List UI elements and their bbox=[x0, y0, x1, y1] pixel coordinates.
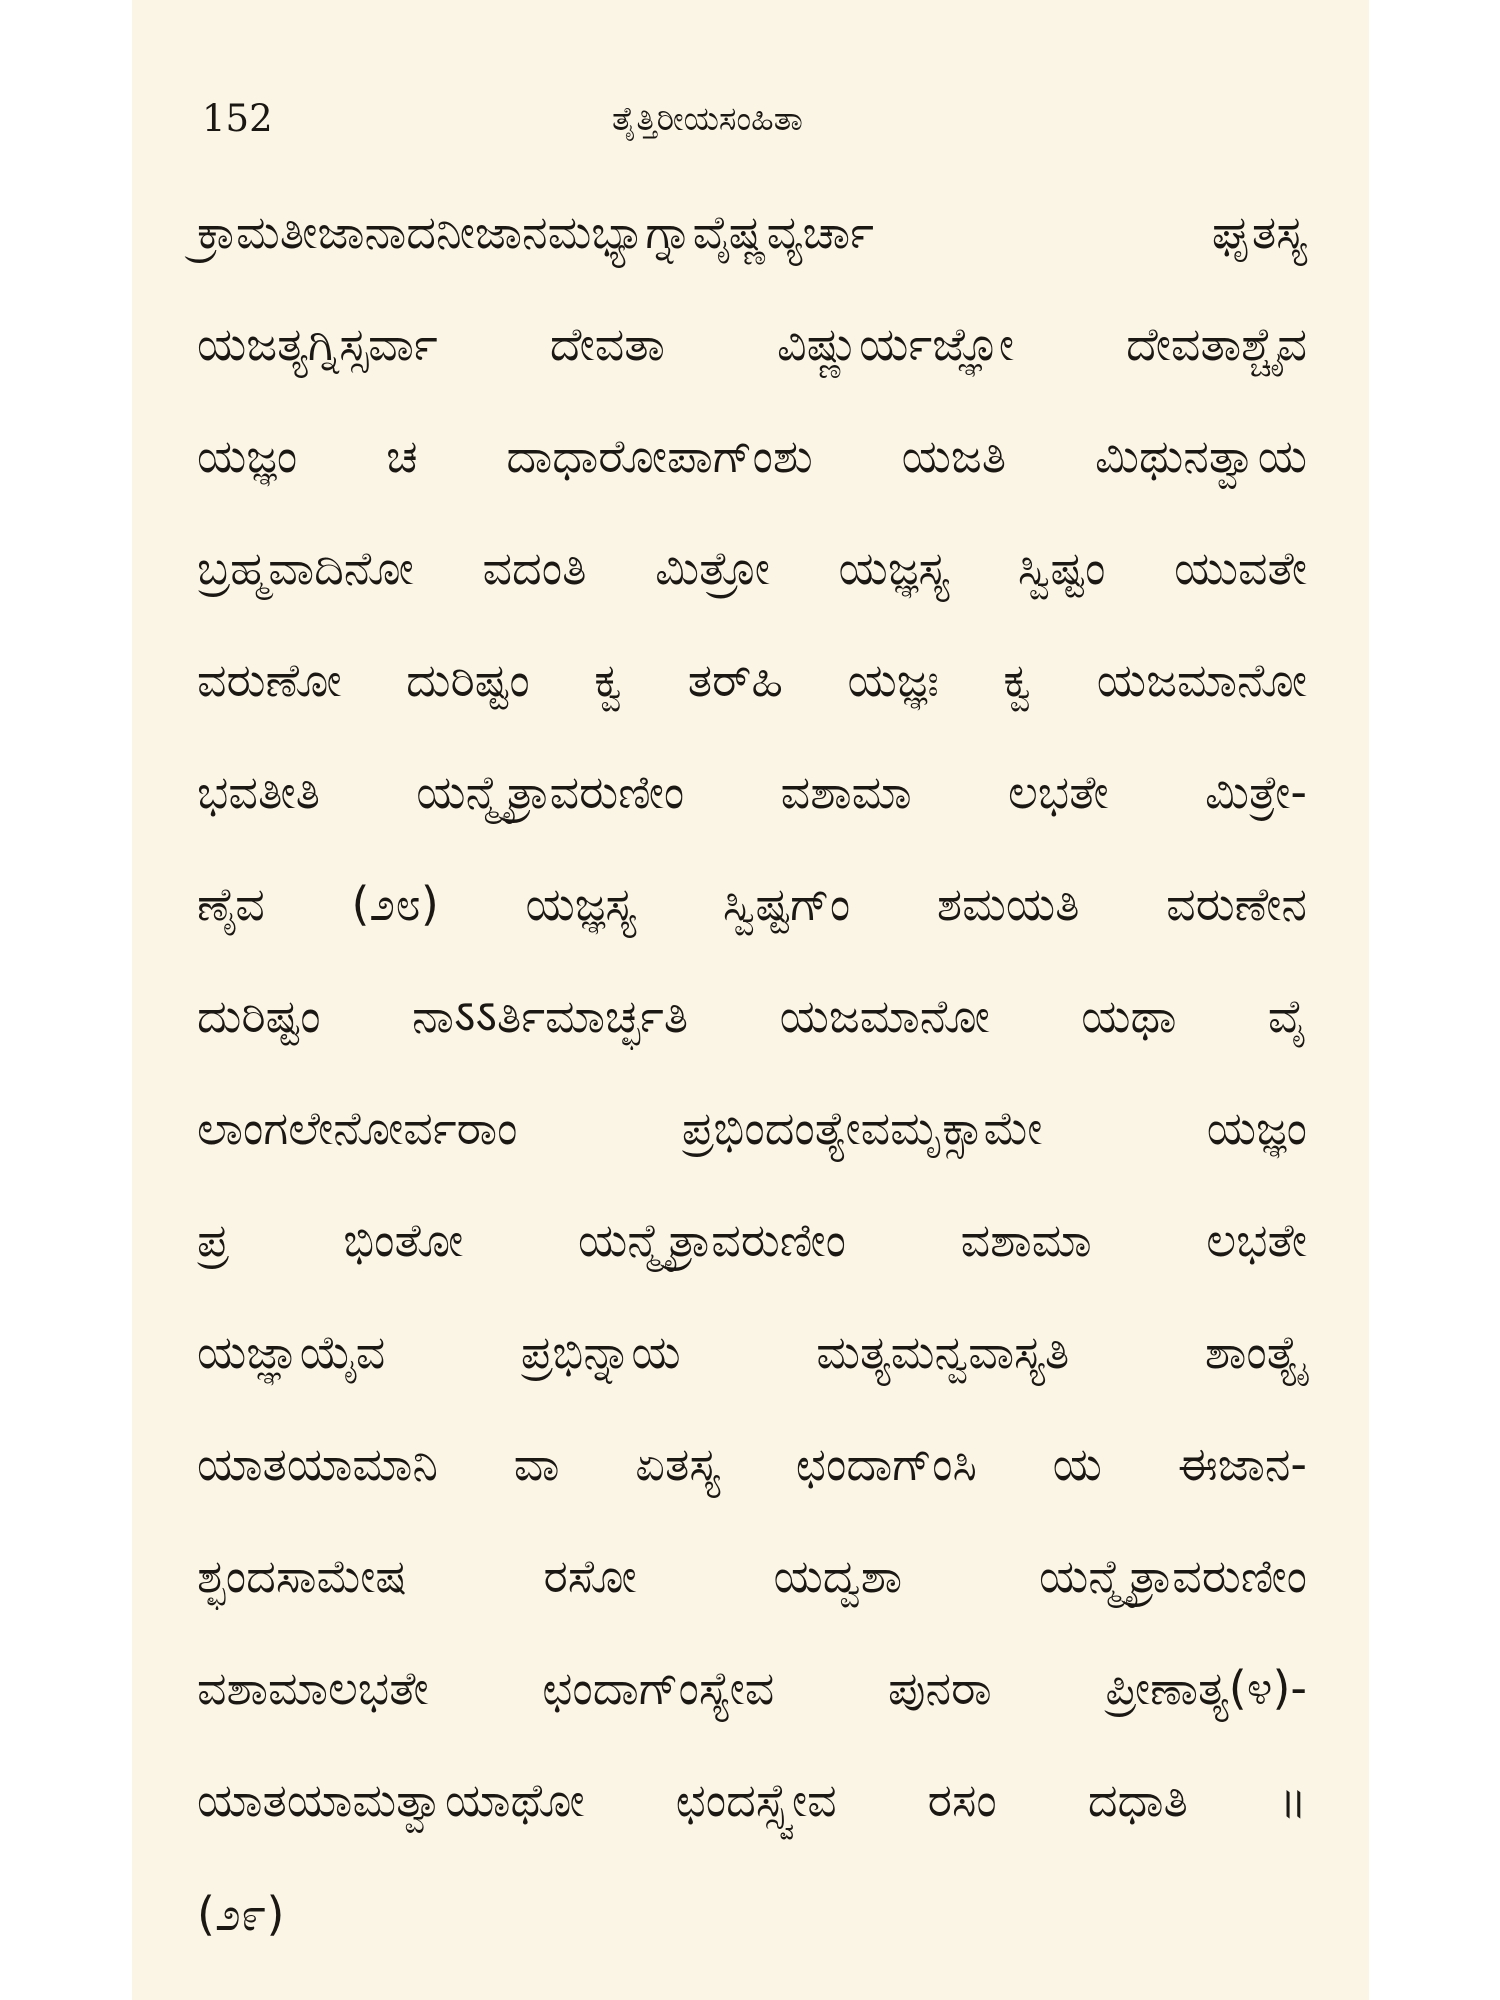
text-line: ದುರಿಷ್ಟಂ ನಾऽऽರ್ತಿಮಾರ್ಚ್ಛತಿ ಯಜಮಾನೋ ಯಥಾ ವೈ bbox=[197, 989, 1307, 1043]
text-line: ವರುಣೋ ದುರಿಷ್ಟಂ ಕ್ವ ತರ್‌ಹಿ ಯಜ್ಞಃ ಕ್ವ ಯಜಮಾನೋ bbox=[197, 653, 1307, 707]
text-line: ಕ್ರಾಮತೀಜಾನಾದನೀಜಾನಮಭ್ಯಾಗ್ನಾವೈಷ್ಣವ್ಯರ್ಚಾ ಘೃತಸ್ಯ bbox=[197, 205, 1307, 259]
text-line: ಲಾಂಗಲೇನೋರ್ವರಾಂ ಪ್ರಭಿಂದಂತ್ಯೇವಮೃಕ್ಸಾಮೇ ಯಜ್ಞಂ bbox=[197, 1101, 1307, 1155]
running-title: ತೈತ್ತಿರೀಯಸಂಹಿತಾ bbox=[612, 99, 803, 138]
text-line: ಯಜ್ಞಾಯೈವ ಪ್ರಭಿನ್ನಾಯ ಮತ್ಯಮನ್ವವಾಸ್ಯತಿ ಶಾಂತ್ಯೈ bbox=[197, 1325, 1307, 1379]
page-number: 152 bbox=[202, 97, 273, 140]
text-line: ಯಾತಯಾಮಾನಿ ವಾ ಏತಸ್ಯ ಛಂದಾಗ್‌ಂಸಿ ಯ ಈಜಾನ- bbox=[197, 1437, 1307, 1491]
text-line: ಯಾತಯಾಮತ್ವಾಯಾಥೋ ಛಂದಸ್ಸ್ವೇವ ರಸಂ ದಧಾತಿ ॥ bbox=[197, 1773, 1307, 1827]
text-line: ಯಜತ್ಯಗ್ನಿಸ್ಸರ್ವಾ ದೇವತಾ ವಿಷ್ಣುರ್ಯಜ್ಞೋ ದೇವತಾಶ್ಚೈವ bbox=[197, 317, 1307, 371]
verse-number: (೨೯) bbox=[197, 1887, 285, 1941]
text-line: ಯಜ್ಞಂ ಚ ದಾಧಾರೋಪಾಗ್‌ಂಶು ಯಜತಿ ಮಿಥುನತ್ವಾಯ bbox=[197, 429, 1307, 483]
book-page bbox=[132, 0, 1369, 2000]
text-line: ಣೈವ (೨೮) ಯಜ್ಞಸ್ಯ ಸ್ವಿಷ್ಟಗ್‌ಂ ಶಮಯತಿ ವರುಣೇನ bbox=[197, 877, 1307, 931]
text-line: ಪ್ರ ಭಿಂತೋ ಯನ್ಮೈತ್ರಾವರುಣೀಂ ವಶಾಮಾ ಲಭತೇ bbox=[197, 1213, 1307, 1267]
text-line: ವಶಾಮಾಲಭತೇ ಛಂದಾಗ್‌ಂಸ್ಯೇವ ಪುನರಾ ಪ್ರೀಣಾತ್ಯ(೪)- bbox=[197, 1661, 1307, 1715]
page-header bbox=[202, 94, 1302, 144]
text-line: ಬ್ರಹ್ಮವಾದಿನೋ ವದಂತಿ ಮಿತ್ರೋ ಯಜ್ಞಸ್ಯ ಸ್ವಿಷ್ಟಂ ಯುವತೇ bbox=[197, 541, 1307, 595]
text-line: ಶ್ಛಂದಸಾಮೇಷ ರಸೋ ಯದ್ವಶಾ ಯನ್ಮೈತ್ರಾವರುಣೀಂ bbox=[197, 1549, 1307, 1603]
text-line: ಭವತೀತಿ ಯನ್ಮೈತ್ರಾವರುಣೀಂ ವಶಾಮಾ ಲಭತೇ ಮಿತ್ರೇ- bbox=[197, 765, 1307, 819]
